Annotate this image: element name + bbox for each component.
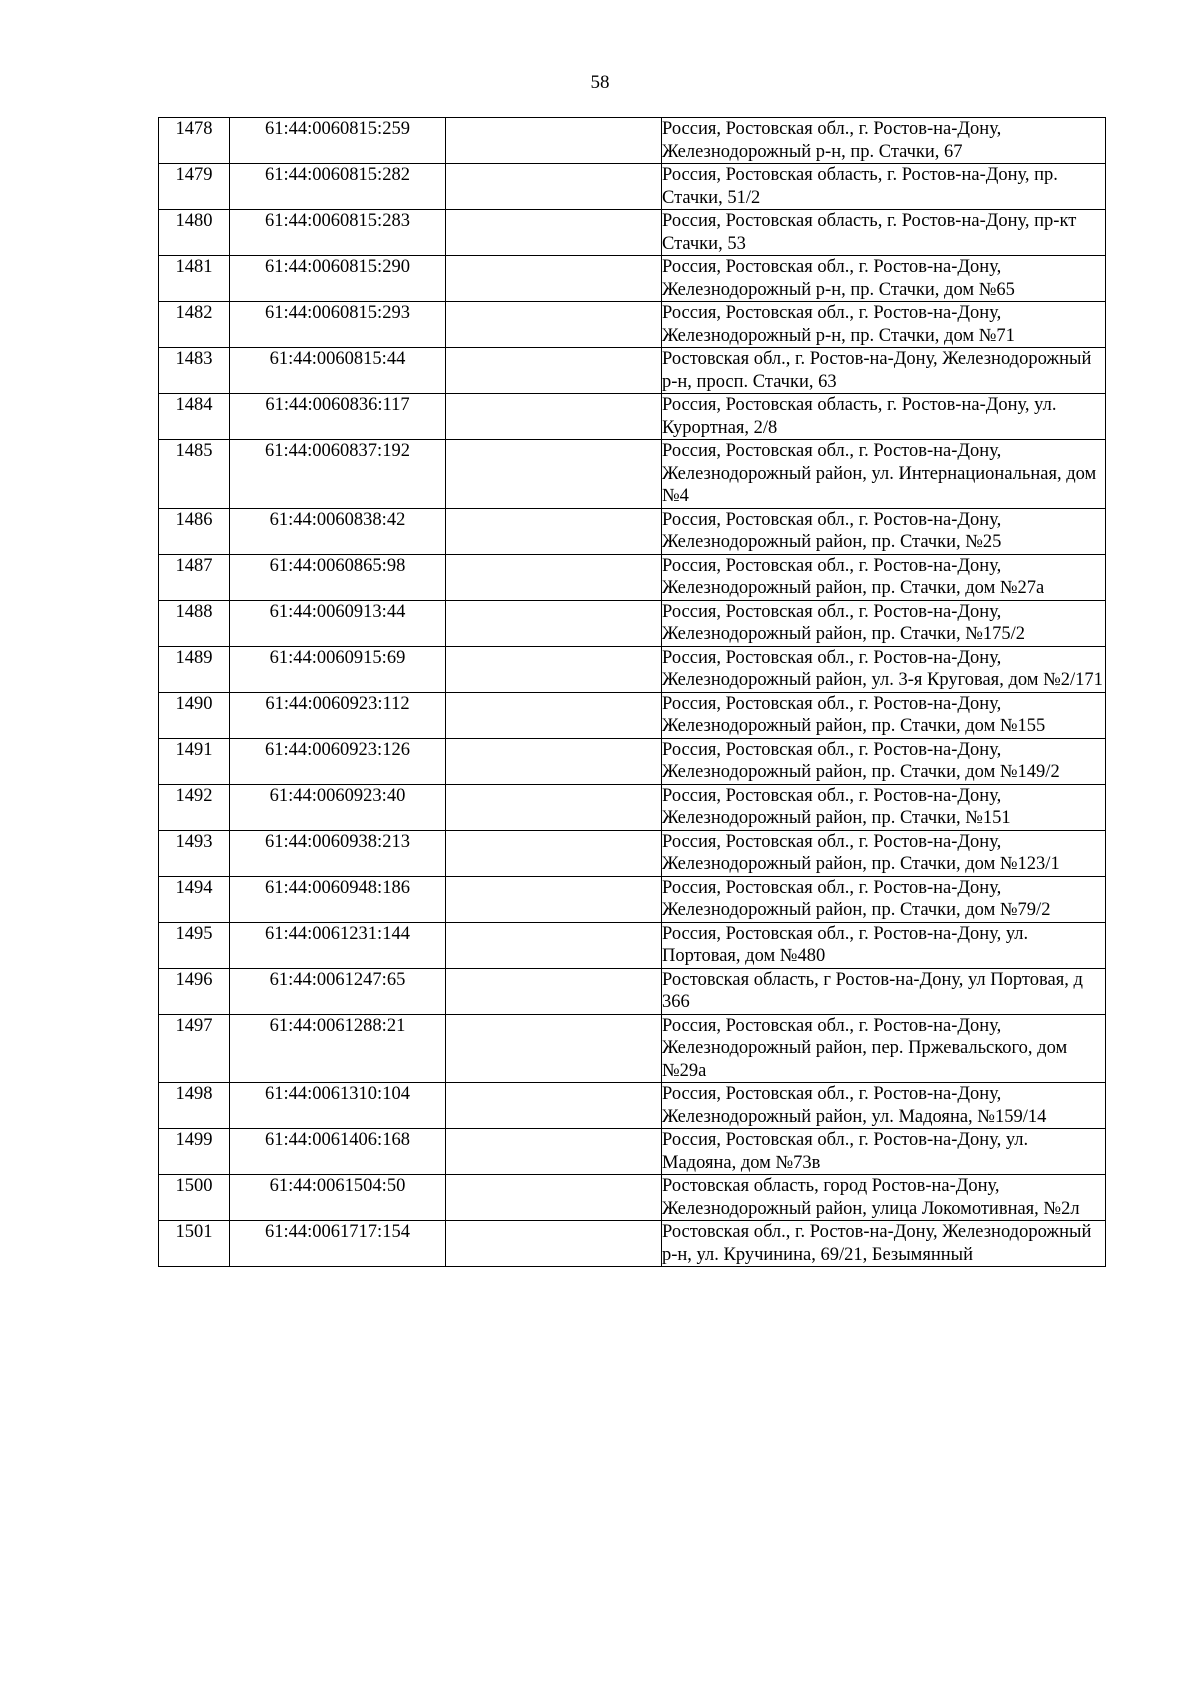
- row-number: 1495: [159, 922, 230, 968]
- address-cell: Россия, Ростовская область, г. Ростов-на-Дону, пр. Стачки, 51/2: [662, 164, 1106, 210]
- empty-cell: [446, 738, 662, 784]
- empty-cell: [446, 968, 662, 1014]
- cadastral-number: 61:44:0061504:50: [230, 1175, 446, 1221]
- empty-cell: [446, 440, 662, 509]
- empty-cell: [446, 1014, 662, 1083]
- row-number: 1498: [159, 1083, 230, 1129]
- empty-cell: [446, 692, 662, 738]
- cadastral-number: 61:44:0060838:42: [230, 508, 446, 554]
- empty-cell: [446, 554, 662, 600]
- table-row: [159, 508, 1106, 554]
- cadastral-number: 61:44:0060923:126: [230, 738, 446, 784]
- address-cell: Россия, Ростовская обл., г. Ростов-на-Дону, Железнодорожный район, ул. 3-я Круговая, дом №2/171: [662, 646, 1106, 692]
- row-number: 1496: [159, 968, 230, 1014]
- empty-cell: [446, 1221, 662, 1267]
- row-number: 1489: [159, 646, 230, 692]
- cadastral-number: 61:44:0060836:117: [230, 394, 446, 440]
- row-number: 1481: [159, 256, 230, 302]
- cadastral-number: 61:44:0060865:98: [230, 554, 446, 600]
- row-number: 1497: [159, 1014, 230, 1083]
- address-cell: Россия, Ростовская область, г. Ростов-на-Дону, ул. Курортная, 2/8: [662, 394, 1106, 440]
- address-cell: Россия, Ростовская обл., г. Ростов-на-Дону, Железнодорожный р-н, пр. Стачки, 67: [662, 118, 1106, 164]
- cadastral-number: 61:44:0060815:293: [230, 302, 446, 348]
- cadastral-number: 61:44:0060938:213: [230, 830, 446, 876]
- cadastral-number: 61:44:0061717:154: [230, 1221, 446, 1267]
- cadastral-number: 61:44:0061247:65: [230, 968, 446, 1014]
- empty-cell: [446, 1083, 662, 1129]
- table-row: [159, 256, 1106, 302]
- address-cell: Ростовская обл., г. Ростов-на-Дону, Железнодорожный р-н, просп. Стачки, 63: [662, 348, 1106, 394]
- table-row: [159, 1221, 1106, 1267]
- row-number: 1494: [159, 876, 230, 922]
- empty-cell: [446, 164, 662, 210]
- address-cell: Россия, Ростовская область, г. Ростов-на-Дону, пр-кт Стачки, 53: [662, 210, 1106, 256]
- cadastral-number: 61:44:0061310:104: [230, 1083, 446, 1129]
- row-number: 1490: [159, 692, 230, 738]
- table-row: [159, 1175, 1106, 1221]
- table-row: [159, 164, 1106, 210]
- cadastral-number: 61:44:0060815:283: [230, 210, 446, 256]
- row-number: 1500: [159, 1175, 230, 1221]
- cadastral-number: 61:44:0061288:21: [230, 1014, 446, 1083]
- cadastral-number: 61:44:0060837:192: [230, 440, 446, 509]
- row-number: 1488: [159, 600, 230, 646]
- address-cell: Россия, Ростовская обл., г. Ростов-на-Дону, ул. Мадояна, дом №73в: [662, 1129, 1106, 1175]
- empty-cell: [446, 876, 662, 922]
- row-number: 1483: [159, 348, 230, 394]
- row-number: 1491: [159, 738, 230, 784]
- address-cell: Россия, Ростовская обл., г. Ростов-на-Дону, Железнодорожный район, пр. Стачки, дом №27а: [662, 554, 1106, 600]
- row-number: 1486: [159, 508, 230, 554]
- address-cell: Россия, Ростовская обл., г. Ростов-на-Дону, Железнодорожный район, пр. Стачки, дом №79/2: [662, 876, 1106, 922]
- address-cell: Россия, Ростовская обл., г. Ростов-на-Дону, Железнодорожный район, ул. Мадояна, №159/14: [662, 1083, 1106, 1129]
- row-number: 1482: [159, 302, 230, 348]
- table-row: [159, 600, 1106, 646]
- table-row: [159, 922, 1106, 968]
- table-row: [159, 738, 1106, 784]
- row-number: 1480: [159, 210, 230, 256]
- registry-table-body: [159, 118, 1106, 1267]
- cadastral-number: 61:44:0060913:44: [230, 600, 446, 646]
- cadastral-number: 61:44:0060923:40: [230, 784, 446, 830]
- empty-cell: [446, 508, 662, 554]
- address-cell: Россия, Ростовская обл., г. Ростов-на-Дону, ул. Портовая, дом №480: [662, 922, 1106, 968]
- empty-cell: [446, 348, 662, 394]
- row-number: 1484: [159, 394, 230, 440]
- table-row: [159, 876, 1106, 922]
- address-cell: Россия, Ростовская обл., г. Ростов-на-Дону, Железнодорожный район, пр. Стачки, дом №123/1: [662, 830, 1106, 876]
- table-row: [159, 118, 1106, 164]
- row-number: 1501: [159, 1221, 230, 1267]
- address-cell: Ростовская область, г Ростов-на-Дону, ул Портовая, д 366: [662, 968, 1106, 1014]
- table-row: [159, 830, 1106, 876]
- empty-cell: [446, 784, 662, 830]
- cadastral-number: 61:44:0060815:282: [230, 164, 446, 210]
- table-row: [159, 440, 1106, 509]
- table-row: [159, 302, 1106, 348]
- address-cell: Россия, Ростовская обл., г. Ростов-на-Дону, Железнодорожный район, пр. Стачки, дом №155: [662, 692, 1106, 738]
- address-cell: Россия, Ростовская обл., г. Ростов-на-Дону, Железнодорожный район, пер. Пржевальского, дом №29а: [662, 1014, 1106, 1083]
- page-number: 58: [590, 72, 610, 93]
- row-number: 1493: [159, 830, 230, 876]
- address-cell: Россия, Ростовская обл., г. Ростов-на-Дону, Железнодорожный район, пр. Стачки, №151: [662, 784, 1106, 830]
- table-row: [159, 394, 1106, 440]
- empty-cell: [446, 1175, 662, 1221]
- cadastral-number: 61:44:0060915:69: [230, 646, 446, 692]
- cadastral-number: 61:44:0060948:186: [230, 876, 446, 922]
- registry-table: [158, 117, 1106, 1267]
- table-row: [159, 692, 1106, 738]
- table-row: [159, 646, 1106, 692]
- empty-cell: [446, 118, 662, 164]
- table-row: [159, 554, 1106, 600]
- empty-cell: [446, 830, 662, 876]
- row-number: 1478: [159, 118, 230, 164]
- row-number: 1485: [159, 440, 230, 509]
- cadastral-number: 61:44:0060815:259: [230, 118, 446, 164]
- empty-cell: [446, 600, 662, 646]
- row-number: 1487: [159, 554, 230, 600]
- address-cell: Россия, Ростовская обл., г. Ростов-на-Дону, Железнодорожный район, пр. Стачки, №25: [662, 508, 1106, 554]
- address-cell: Россия, Ростовская обл., г. Ростов-на-Дону, Железнодорожный р-н, пр. Стачки, дом №71: [662, 302, 1106, 348]
- address-cell: Россия, Ростовская обл., г. Ростов-на-Дону, Железнодорожный район, ул. Интернациональная, дом №4: [662, 440, 1106, 509]
- table-row: [159, 348, 1106, 394]
- empty-cell: [446, 646, 662, 692]
- table-row: [159, 1129, 1106, 1175]
- empty-cell: [446, 256, 662, 302]
- table-row: [159, 968, 1106, 1014]
- cadastral-number: 61:44:0061231:144: [230, 922, 446, 968]
- cadastral-number: 61:44:0060815:290: [230, 256, 446, 302]
- table-row: [159, 784, 1106, 830]
- address-cell: Россия, Ростовская обл., г. Ростов-на-Дону, Железнодорожный район, пр. Стачки, №175/2: [662, 600, 1106, 646]
- cadastral-number: 61:44:0060923:112: [230, 692, 446, 738]
- address-cell: Россия, Ростовская обл., г. Ростов-на-Дону, Железнодорожный район, пр. Стачки, дом №149/2: [662, 738, 1106, 784]
- address-cell: Ростовская область, город Ростов-на-Дону, Железнодорожный район, улица Локомотивная, №2л: [662, 1175, 1106, 1221]
- address-cell: Россия, Ростовская обл., г. Ростов-на-Дону, Железнодорожный р-н, пр. Стачки, дом №65: [662, 256, 1106, 302]
- empty-cell: [446, 1129, 662, 1175]
- row-number: 1499: [159, 1129, 230, 1175]
- empty-cell: [446, 302, 662, 348]
- empty-cell: [446, 394, 662, 440]
- row-number: 1479: [159, 164, 230, 210]
- cadastral-number: 61:44:0061406:168: [230, 1129, 446, 1175]
- empty-cell: [446, 922, 662, 968]
- row-number: 1492: [159, 784, 230, 830]
- cadastral-number: 61:44:0060815:44: [230, 348, 446, 394]
- address-cell: Ростовская обл., г. Ростов-на-Дону, Железнодорожный р-н, ул. Кручинина, 69/21, Безымянный: [662, 1221, 1106, 1267]
- table-row: [159, 210, 1106, 256]
- empty-cell: [446, 210, 662, 256]
- table-row: [159, 1083, 1106, 1129]
- table-row: [159, 1014, 1106, 1083]
